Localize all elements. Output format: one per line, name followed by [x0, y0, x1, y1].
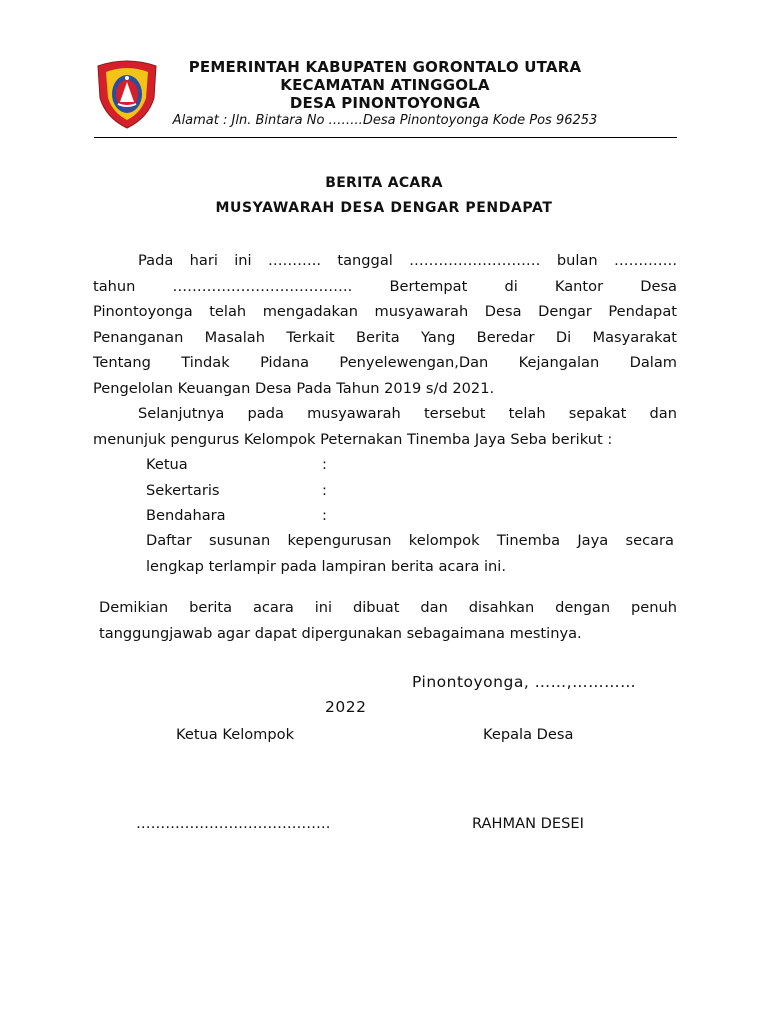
paragraph-line: Pinontoyonga telah mengadakan musyawarah Desa Dengar Pendapat [93, 303, 677, 320]
paragraph-line: Daftar susunan kepengurusan kelompok Tinemba Jaya secara [146, 532, 674, 549]
paragraph-line: Pengelolan Keuangan Desa Pada Tahun 2019 s/d 2021. [93, 379, 495, 397]
signatory-title-village-head: Kepala Desa [483, 726, 574, 743]
letterhead-village: DESA PINONTOYONGA [289, 94, 481, 112]
paragraph-line: tanggungjawab agar dapat dipergunakan sebagaimana mestinya. [99, 624, 582, 642]
closing-paragraph [99, 595, 677, 646]
role-colon: : [322, 456, 327, 473]
committee-roles [146, 452, 342, 529]
agreement-paragraph [93, 401, 677, 452]
role-colon: : [322, 481, 327, 499]
letterhead-regency: PEMERINTAH KABUPATEN GORONTALO UTARA [188, 58, 582, 76]
paragraph-line: menunjuk pengurus Kelompok Peternakan Tinemba Jaya Seba berikut : [93, 430, 613, 448]
letterhead-address: Alamat : Jln. Bintara No ……..Desa Pinontoyonga Kode Pos 96253 [172, 113, 598, 128]
paragraph-line: Penanganan Masalah Terkait Berita Yang Beredar Di Masyarakat [93, 328, 677, 346]
paragraph-line: tahun ………………………………. Bertempat di Kantor Desa [93, 277, 677, 295]
regency-coat-of-arms-logo [96, 58, 158, 130]
paragraph-line: Demikian berita acara ini dibuat dan disahkan dengan penuh [99, 599, 677, 616]
opening-paragraph [93, 248, 677, 401]
signing-place-date: Pinontoyonga, ……,………… [412, 673, 637, 691]
role-colon: : [322, 507, 327, 524]
signatory-name-group-leader: …………………………………. [136, 815, 331, 832]
paragraph-line: Selanjutnya pada musyawarah tersebut telah sepakat dan [138, 405, 677, 422]
role-row-bendahara [146, 503, 342, 529]
letterhead [150, 58, 620, 129]
signing-year: 2022 [325, 698, 367, 716]
paragraph-line: Tentang Tindak Pidana Penyelewengan,Dan Kejangalan Dalam [93, 354, 677, 371]
committee-list-note [146, 528, 674, 579]
role-label: Bendahara [146, 507, 226, 524]
role-label: Ketua [146, 456, 188, 473]
role-row-sekertaris [146, 478, 342, 504]
document-subtitle: MUSYAWARAH DESA DENGAR PENDAPAT [215, 200, 553, 216]
role-row-ketua [146, 452, 342, 478]
signatory-title-group-leader: Ketua Kelompok [176, 726, 295, 743]
signatory-name-village-head: RAHMAN DESEI [472, 815, 584, 832]
document-title: BERITA ACARA [325, 175, 443, 191]
role-label: Sekertaris [146, 481, 220, 499]
letterhead-district: KECAMATAN ATINGGOLA [280, 76, 490, 94]
letterhead-divider [94, 137, 677, 138]
paragraph-line: lengkap terlampir pada lampiran berita acara ini. [146, 557, 506, 575]
paragraph-line: Pada hari ini ……….. tanggal ……………………… bulan …………. [138, 252, 677, 269]
